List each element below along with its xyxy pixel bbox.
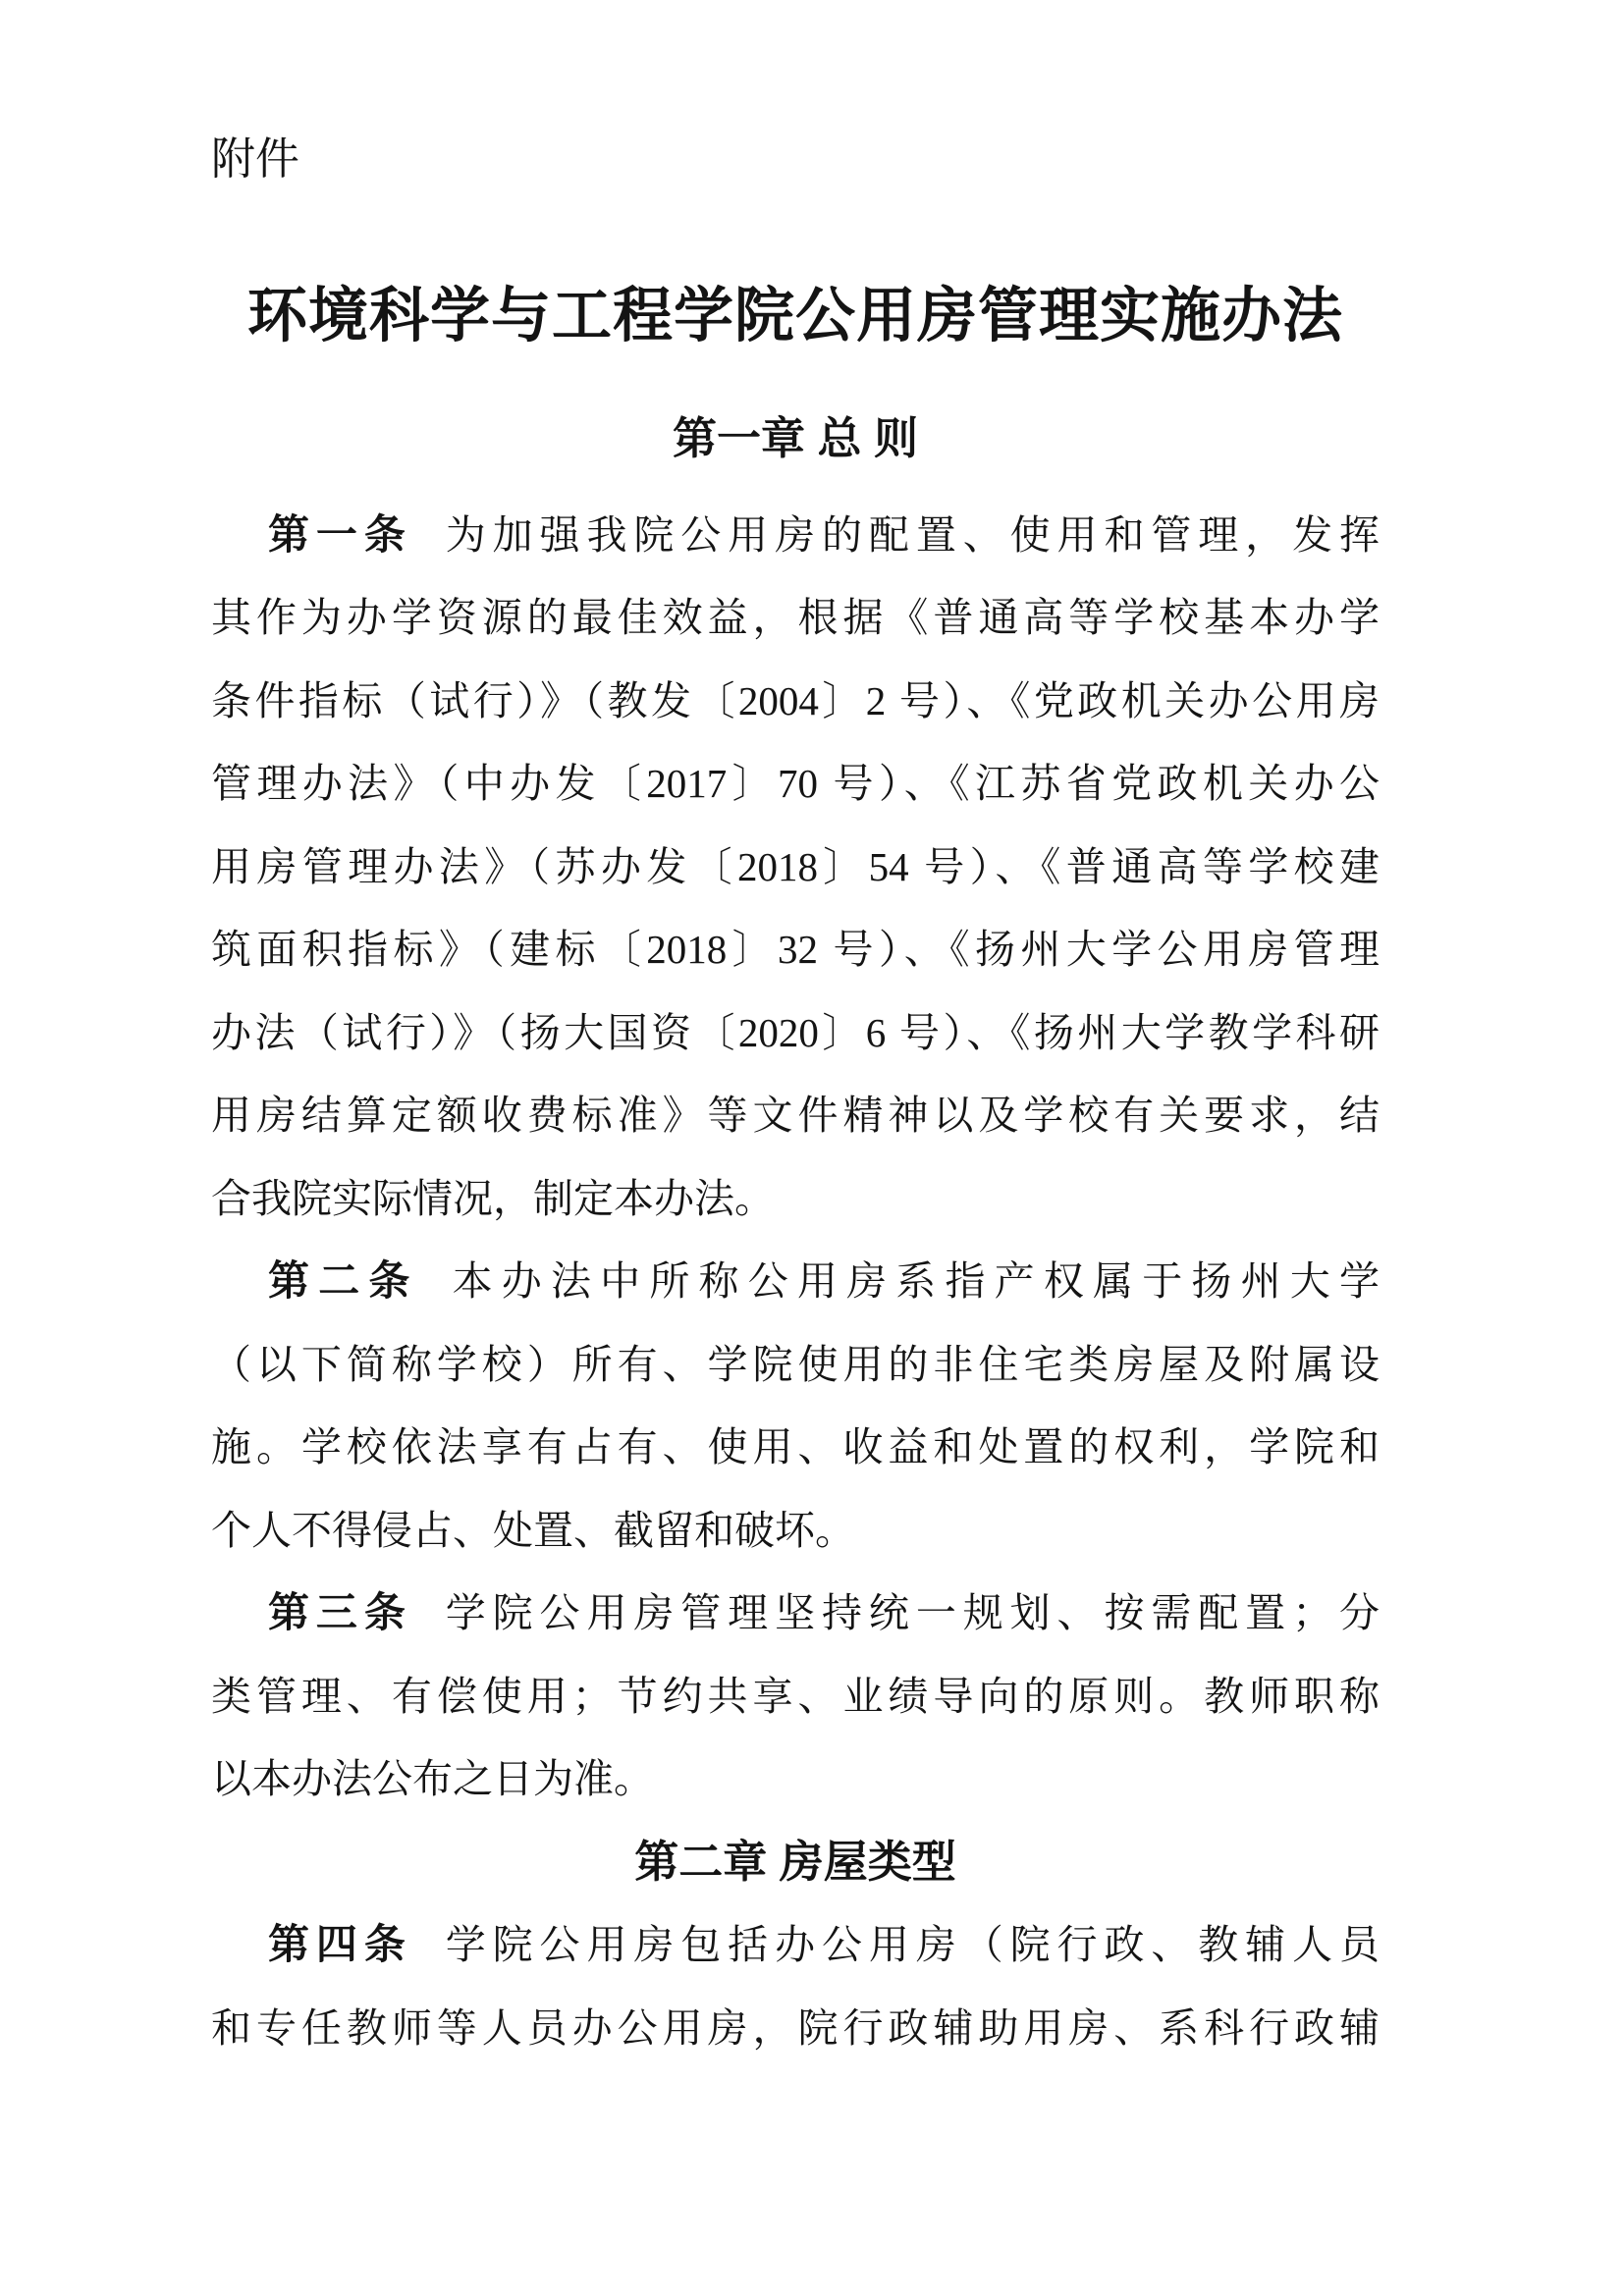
line-text: 办法（试行）》（扬大国资〔2020〕6 号）、《扬州大学教学科研 <box>211 1009 1380 1055</box>
line-text: 用房结算定额收费标准》等文件精神以及学校有关要求，结 <box>211 1093 1380 1138</box>
text-line <box>211 991 1380 1075</box>
text-line <box>211 1323 1380 1407</box>
text-line <box>211 494 1380 577</box>
line-text: 本办法中所称公用房系指产权属于扬州大学 <box>452 1258 1380 1304</box>
line-text: 管理办法》（中办发〔2017〕70 号）、《江苏省党政机关办公 <box>211 761 1380 806</box>
line-text: 和专任教师等人员办公用房，院行政辅助用房、系科行政辅 <box>211 2004 1380 2051</box>
text-line <box>211 1987 1380 2070</box>
chapter-1-heading: 第一章 总 则 <box>672 413 918 463</box>
text-line <box>211 576 1380 660</box>
article-4-number: 第四条 <box>268 1921 412 1967</box>
chapter-2-heading: 第二章 房屋类型 <box>634 1836 956 1887</box>
line-text: 为加强我院公用房的配置、使用和管理，发挥 <box>445 511 1380 558</box>
text-line <box>211 1157 1380 1241</box>
article-2-number: 第二条 <box>268 1257 419 1304</box>
line-text: 个人不得侵占、处置、截留和破坏。 <box>211 1507 855 1553</box>
line-text: 学院公用房管理坚持统一规划、按需配置；分 <box>445 1590 1380 1635</box>
text-line <box>211 742 1380 826</box>
text-line <box>211 660 1380 743</box>
text-line <box>211 1489 1380 1573</box>
article-3-number: 第三条 <box>268 1589 412 1635</box>
line-text: （以下简称学校）所有、学院使用的非住宅类房屋及附属设 <box>211 1341 1380 1387</box>
text-line <box>211 1406 1380 1489</box>
line-text: 类管理、有偿使用；节约共享、业绩导向的原则。教师职称 <box>211 1673 1380 1719</box>
line-text: 条件指标（试行）》（教发〔2004〕2 号）、《党政机关办公用房 <box>211 677 1380 723</box>
attachment-label: 附件 <box>211 134 300 184</box>
line-text: 以本办法公布之日为准。 <box>211 1756 654 1801</box>
line-text: 其作为办学资源的最佳效益，根据《普通高等学校基本办学 <box>211 595 1380 640</box>
text-line <box>211 826 1380 909</box>
line-text: 用房管理办法》（苏办发〔2018〕54 号）、《普通高等学校建 <box>211 843 1380 889</box>
text-line <box>211 1655 1380 1738</box>
text-line <box>211 908 1380 991</box>
line-text: 合我院实际情况，制定本办法。 <box>211 1175 775 1221</box>
article-1-number: 第一条 <box>268 510 412 558</box>
text-line <box>211 1240 1380 1323</box>
text-line <box>211 1572 1380 1655</box>
line-text: 筑面积指标》（建标〔2018〕32 号）、《扬州大学公用房管理 <box>211 927 1380 972</box>
line-text: 学院公用房包括办公用房（院行政、教辅人员 <box>445 1922 1380 1967</box>
text-line <box>211 1074 1380 1157</box>
text-line <box>211 1737 1380 1821</box>
document-title: 环境科学与工程学院公用房管理实施办法 <box>246 284 1343 349</box>
line-text: 施。学校依法享有占有、使用、收益和处置的权利，学院和 <box>211 1424 1380 1469</box>
text-line <box>211 1903 1380 1987</box>
